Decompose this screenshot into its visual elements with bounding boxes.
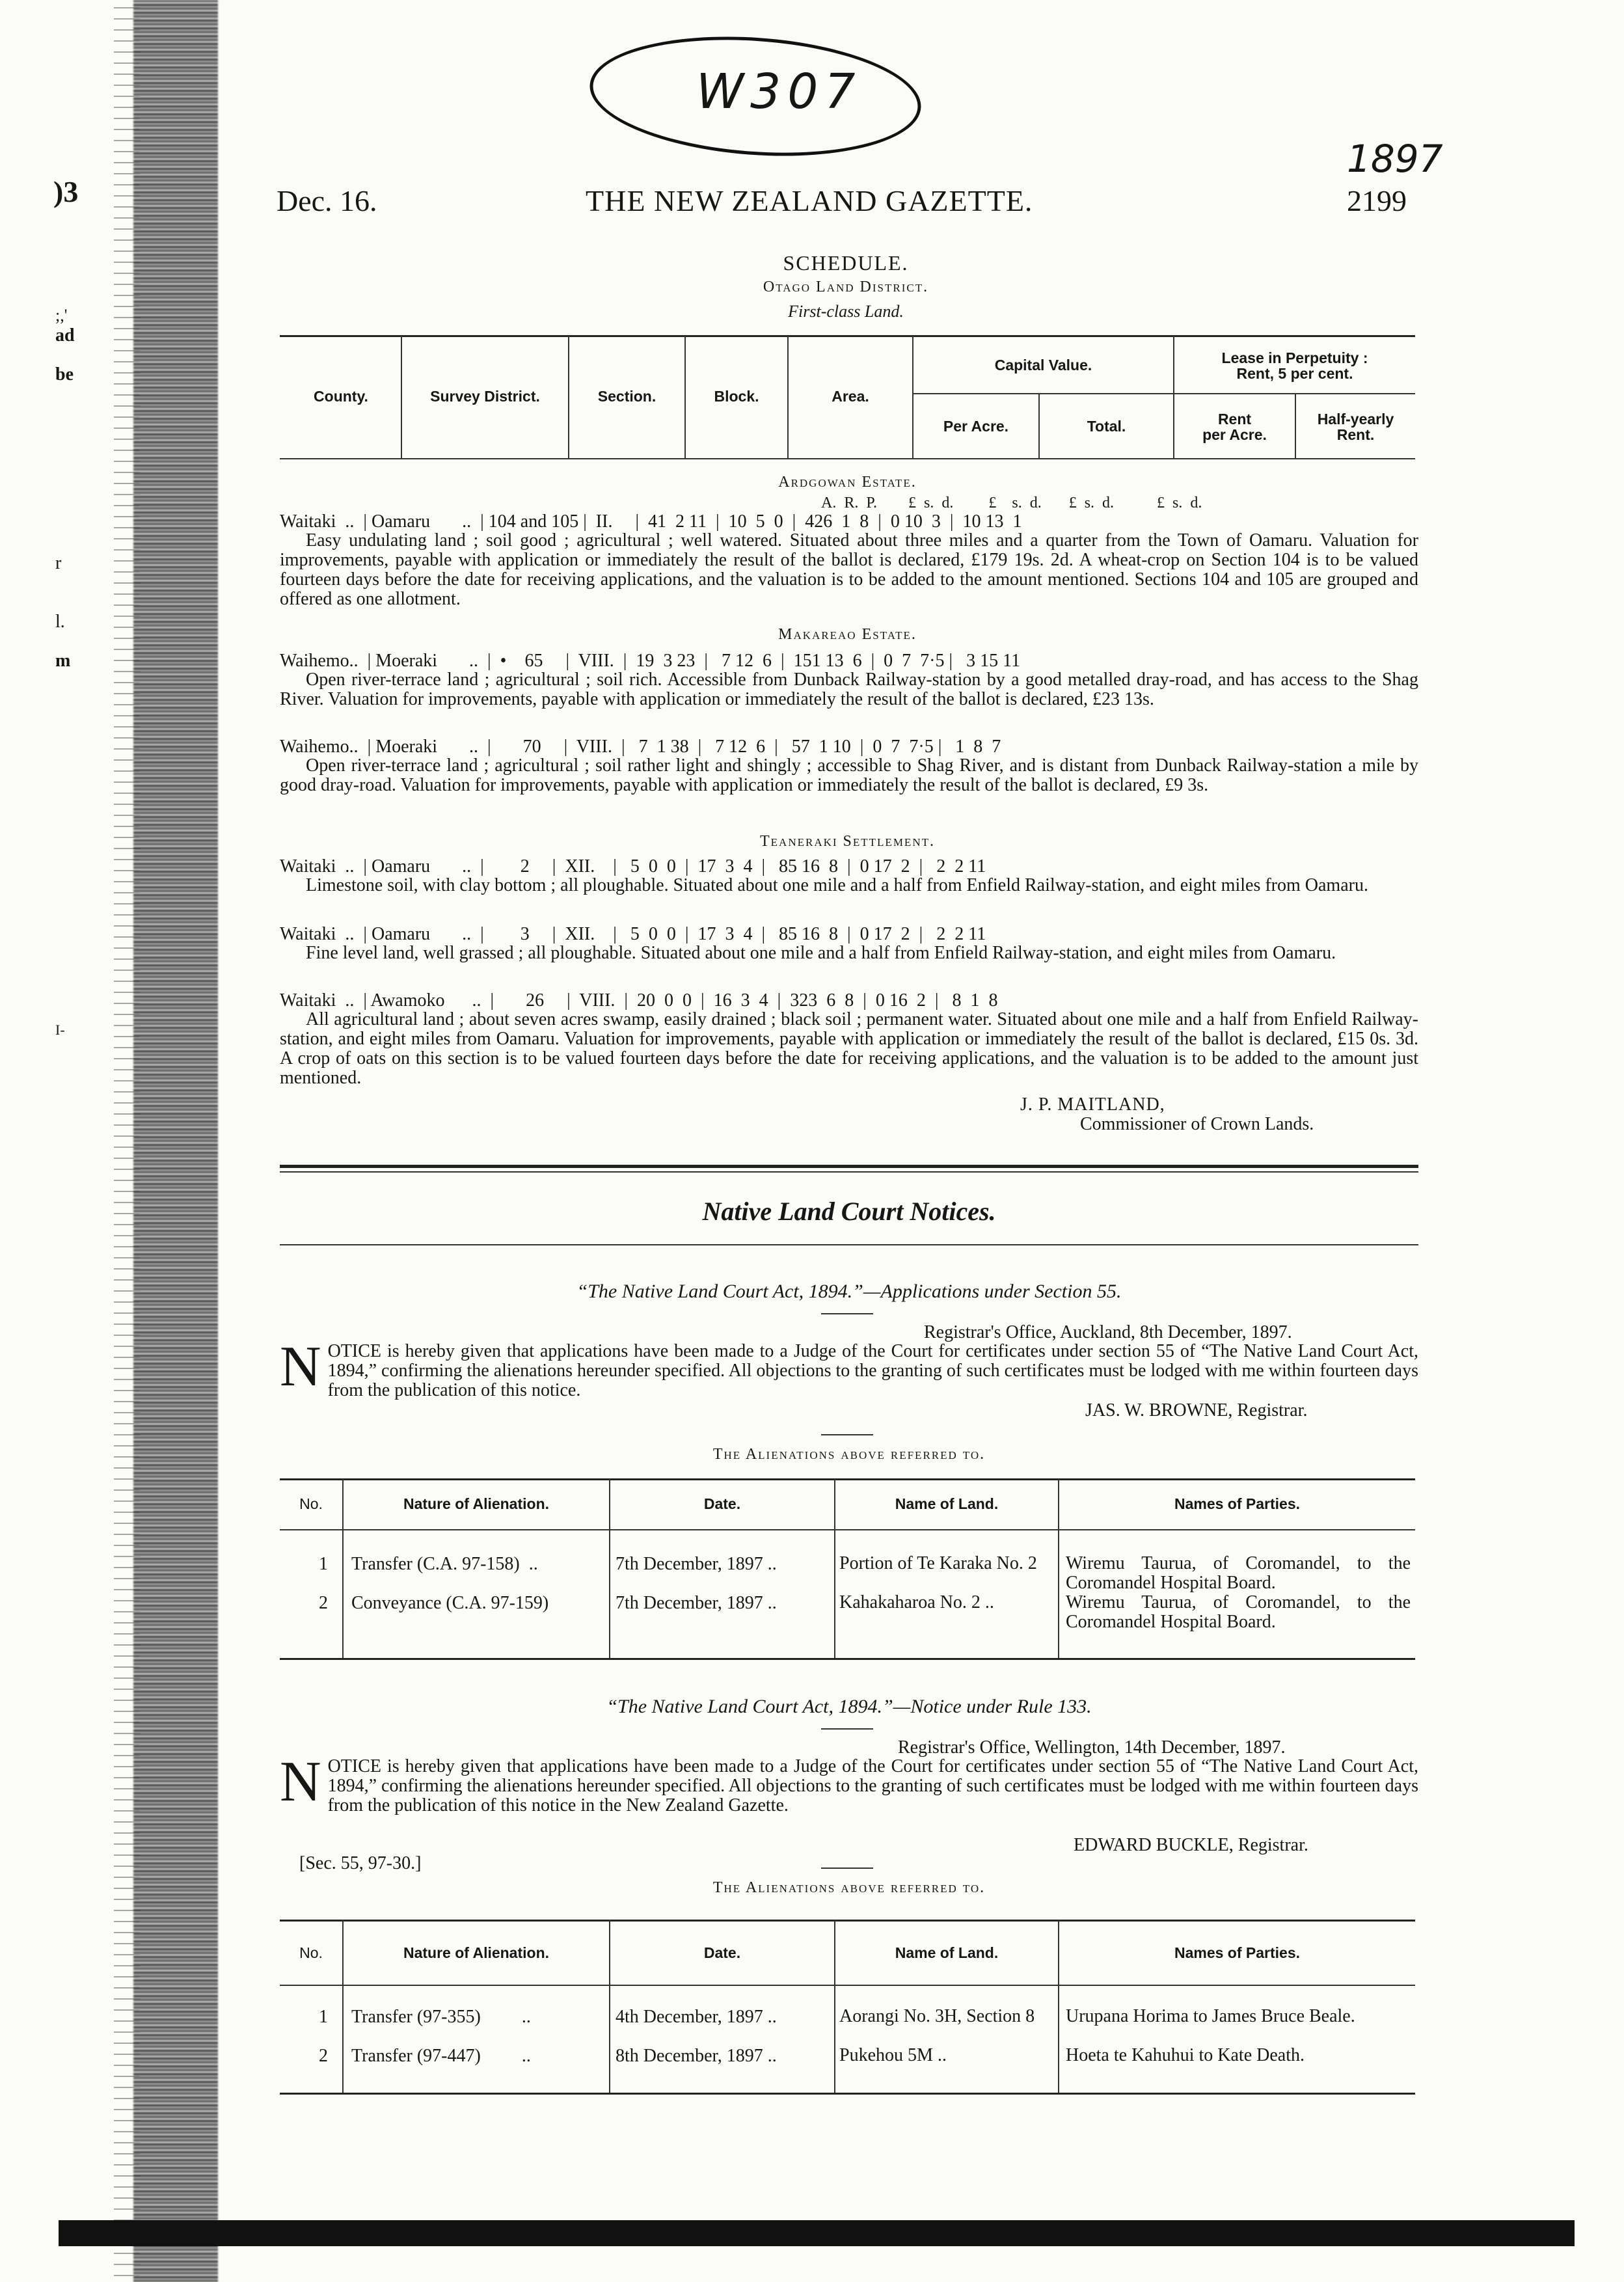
handwritten-year: 1897: [1347, 137, 1443, 181]
col-county: County.: [314, 388, 368, 405]
schedule-description: Easy undulating land ; soil good ; agricultural ; well watered. Situated about three miles and a quarter from the Town of Oamaru. Valuation for improvements, payable with application or immediately the result of the ballot is declared, £179 19s. 2d. A wheat-crop on Section 104 is to be valued fourteen days before the date for receiving applications, and the valuation is to be added to the amount mentioned. Sections 104 and 105 are grouped and offered as one allotment.: [280, 530, 1418, 609]
row-parties: Wiremu Taurua, of Coromandel, to the Coromandel Hospital Board.: [1066, 1553, 1411, 1593]
col-total: Total.: [1087, 418, 1126, 435]
col-block: Block.: [714, 388, 759, 405]
short-rule: [821, 1868, 873, 1869]
schedule-description: Open river-terrace land ; agricultural ; soil rich. Accessible from Dunback Railway-station by a good metalled dray-road, and has access to the Shag River. Valuation for improvements, payable with application or immediately the result of the ballot is declared, £23 13s.: [280, 670, 1418, 709]
col-rent-per-acre: Rent per Acre.: [1202, 411, 1267, 443]
alienations-title: The Alienations above referred to.: [712, 1446, 986, 1463]
table-rule: [280, 335, 1415, 337]
section-divider: [280, 1244, 1418, 1245]
row-parties: Hoeta te Kahuhui to Kate Death.: [1066, 2045, 1305, 2065]
row-parties: Wiremu Taurua, of Coromandel, to the Coromandel Hospital Board.: [1066, 1592, 1411, 1632]
row-date: 4th December, 1897 ..: [616, 2007, 777, 2027]
margin-mark: )3: [53, 175, 79, 208]
margin-mark: m: [55, 651, 71, 671]
col-lease: Lease in Perpetuity : Rent, 5 per cent.: [1221, 349, 1368, 382]
short-rule: [821, 1728, 873, 1730]
row-date: 7th December, 1897 ..: [616, 1593, 777, 1613]
col-parties: Names of Parties.: [1174, 1495, 1301, 1512]
section-divider: [280, 1171, 1418, 1173]
alienations-title: The Alienations above referred to.: [712, 1879, 986, 1896]
row-land: Kahakaharoa No. 2 ..: [839, 1592, 994, 1612]
registrar-office: Registrar's Office, Auckland, 8th December, 1897.: [924, 1322, 1292, 1342]
schedule-row: Waitaki .. | Oamaru .. | 3 | XII. | 5 0 0 | 17 3 4 | 85 16 8 | 0 17 2 | 2 2 11: [280, 924, 986, 944]
schedule-description: Open river-terrace land ; agricultural ; soil rather light and shingly ; accessible to Shag River, and is distant from Dunback Railway-station a mile by good dray-road. Valuation for improvements, payable with application or immediately the result of the ballot is declared, £9 3s.: [280, 755, 1418, 795]
notice-body: [280, 1335, 1418, 1400]
header-date: Dec. 16.: [277, 184, 377, 217]
notice-text: OTICE is hereby given that applications have been made to a Judge of the Court for certificates under section 55 of “The Native Land Court Act, 1894,” confirming the alienations hereunder specified. All objections to the granting of such certificates must be lodged with me within fourteen days from the publication of this notice.: [327, 1341, 1418, 1400]
estate-heading: Teaneraki Settlement.: [760, 833, 935, 850]
page-title: THE NEW ZEALAND GAZETTE.: [586, 184, 1033, 217]
units-row: A. R. P. £ s. d. £ s. d. £ s. d. £ s. d.: [821, 495, 1202, 511]
scan-binding-edge: [133, 0, 218, 2282]
row-date: 8th December, 1897 ..: [616, 2046, 777, 2066]
table-rule: [912, 393, 1415, 394]
short-rule: [821, 1313, 873, 1314]
schedule-district: Otago Land District.: [763, 278, 929, 295]
registrar-signature: EDWARD BUCKLE, Registrar.: [1074, 1835, 1308, 1855]
row-nature: Transfer (C.A. 97-158) ..: [351, 1554, 538, 1574]
table-divider: [912, 336, 914, 458]
col-no: No.: [299, 1495, 323, 1512]
col-parties: Names of Parties.: [1174, 1944, 1301, 1961]
notice-title: “The Native Land Court Act, 1894.”—Notice under Rule 133.: [606, 1696, 1092, 1717]
margin-mark: I-: [55, 1022, 65, 1038]
schedule-title: SCHEDULE.: [783, 251, 909, 275]
col-survey-district: Survey District.: [430, 388, 540, 405]
schedule-description: All agricultural land ; about seven acres swamp, easily drained ; black soil ; permanent water. Situated about one mile and a half from Enfield Railway-station, and eight miles from Oamaru. Valuation for improvements, payable with application or immediately the result of the ballot is declared, £15 0s. 3d. A crop of oats on this section is to be valued fourteen days before the date for receiving applications, and the valuation is to be added to the amount just mentioned.: [280, 1009, 1418, 1088]
archive-stamp-text: W307: [696, 64, 862, 120]
table-rule: [280, 1985, 1415, 1986]
native-heading: Native Land Court Notices.: [702, 1197, 996, 1226]
notice-text: OTICE is hereby given that applications have been made to a Judge of the Court for certificates under section 55 of “The Native Land Court Act, 1894,” confirming the alienations hereunder specified. All objections to the granting of such certificates must be lodged with me within fourteen days from the publication of this notice in the New Zealand Gazette.: [327, 1756, 1418, 1815]
row-nature: Conveyance (C.A. 97-159): [351, 1593, 549, 1613]
short-rule: [821, 1434, 873, 1435]
margin-mark: ;,': [55, 306, 68, 325]
table-rule: [280, 2093, 1415, 2095]
estate-heading: Makareao Estate.: [778, 626, 917, 643]
col-per-acre: Per Acre.: [943, 418, 1009, 435]
table-rule: [280, 1920, 1415, 1922]
drop-cap: N: [280, 1750, 321, 1813]
margin-mark: be: [55, 364, 74, 385]
signature-title: Commissioner of Crown Lands.: [1080, 1114, 1314, 1134]
col-land: Name of Land.: [895, 1944, 999, 1961]
margin-mark: r: [55, 553, 62, 573]
table-rule: [280, 1478, 1415, 1480]
section-divider: [280, 1165, 1418, 1168]
row-land: Aorangi No. 3H, Section 8: [839, 2006, 1035, 2026]
schedule-description: Limestone soil, with clay bottom ; all ploughable. Situated about one mile and a half from Enfield Railway-station, and eight miles from Oamaru.: [306, 875, 1368, 895]
schedule-row: Waihemo.. | Moeraki .. | 70 | VIII. | 7 1 38 | 7 12 6 | 57 1 10 | 0 7 7·5 | 1 8 7: [280, 737, 1001, 757]
row-nature: Transfer (97-447) ..: [351, 2046, 531, 2066]
estate-heading: Ardgowan Estate.: [778, 474, 917, 491]
table-rule: [280, 1658, 1415, 1660]
schedule-subtitle: First-class Land.: [788, 302, 904, 321]
schedule-row: Waihemo.. | Moeraki .. | • 65 | VIII. | 19 3 23 | 7 12 6 | 151 13 6 | 0 7 7·5 | 3 15 11: [280, 651, 1021, 671]
row-no: 2: [319, 2046, 328, 2066]
drop-cap: N: [280, 1335, 321, 1398]
col-area: Area.: [832, 388, 869, 405]
col-no: No.: [299, 1944, 323, 1961]
registrar-office: Registrar's Office, Wellington, 14th December, 1897.: [898, 1737, 1286, 1758]
signature-name: J. P. MAITLAND,: [1020, 1094, 1165, 1115]
row-no: 1: [319, 1554, 328, 1574]
col-half-yearly-rent: Half-yearly Rent.: [1317, 411, 1394, 443]
row-date: 7th December, 1897 ..: [616, 1554, 777, 1574]
col-nature: Nature of Alienation.: [403, 1495, 550, 1512]
schedule-description: Fine level land, well grassed ; all ploughable. Situated about one mile and a half from Enfield Railway-station, and eight miles from Oamaru.: [306, 943, 1336, 963]
table-rule: [280, 1529, 1415, 1530]
row-land: Portion of Te Karaka No. 2: [839, 1553, 1037, 1573]
col-date: Date.: [703, 1944, 741, 1961]
row-land: Pukehou 5M ..: [839, 2045, 947, 2065]
reference: [Sec. 55, 97-30.]: [299, 1853, 422, 1873]
row-nature: Transfer (97-355) ..: [351, 2007, 531, 2027]
schedule-row: Waitaki .. | Awamoko .. | 26 | VIII. | 20 0 0 | 16 3 4 | 323 6 8 | 0 16 2 | 8 1 8: [280, 990, 998, 1011]
margin-mark: l.: [55, 612, 65, 632]
registrar-signature: JAS. W. BROWNE, Registrar.: [1085, 1400, 1308, 1420]
page-number: 2199: [1347, 184, 1407, 217]
table-rule: [280, 458, 1415, 459]
row-parties: Urupana Horima to James Bruce Beale.: [1066, 2006, 1355, 2026]
schedule-row: Waitaki .. | Oamaru .. | 2 | XII. | 5 0 0 | 17 3 4 | 85 16 8 | 0 17 2 | 2 2 11: [280, 856, 986, 876]
margin-mark: ad: [55, 325, 75, 346]
scan-bottom-bar: [59, 2220, 1575, 2246]
col-date: Date.: [703, 1495, 741, 1512]
col-section: Section.: [597, 388, 656, 405]
notice-title: “The Native Land Court Act, 1894.”—Applications under Section 55.: [576, 1281, 1122, 1302]
col-capital-value: Capital Value.: [994, 357, 1092, 374]
col-land: Name of Land.: [895, 1495, 999, 1512]
row-no: 2: [319, 1593, 328, 1613]
col-nature: Nature of Alienation.: [403, 1944, 550, 1961]
row-no: 1: [319, 2007, 328, 2027]
notice-body: [280, 1750, 1418, 1815]
schedule-row: Waitaki .. | Oamaru .. | 104 and 105 | II. | 41 2 11 | 10 5 0 | 426 1 8 | 0 10 3 | 10 13 1: [280, 511, 1022, 532]
